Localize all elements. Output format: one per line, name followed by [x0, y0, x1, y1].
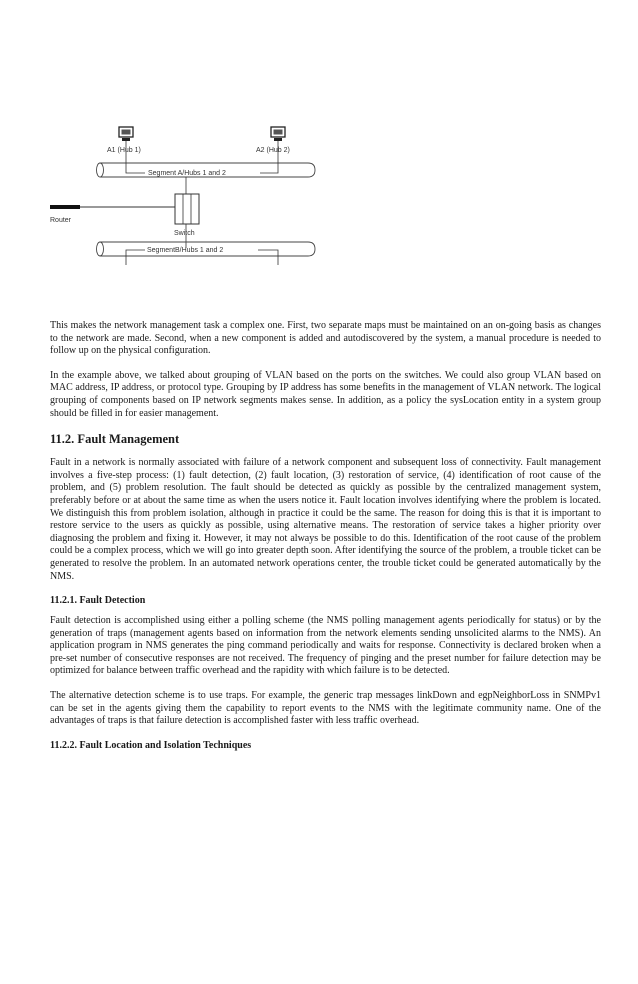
segment-a-label: Segment A/Hubs 1 and 2 [148, 170, 226, 177]
paragraph: In the example above, we talked about grouping of VLAN based on the ports on the switches. We could also group VLAN based on MAC address, IP address, or protocol type. Grouping by IP address has some benefits in the management of VLAN network. The logical grouping of components based on IP network segments makes sense. In addition, as a policy the sysLocation entity in a system group should be filled in for easier management. [50, 369, 601, 419]
paragraph: This makes the network management task a complex one. First, two separate maps must be maintained on an on-going basis as changes to the network are made. Second, when a new component is added and autodiscovered by the system, a manual procedure is needed to follow up on the physical configuration. [50, 320, 601, 357]
network-diagram [0, 120, 638, 285]
hub2-label: A2 (Hub 2) [256, 147, 290, 154]
paragraph: Fault detection is accomplished using either a polling scheme (the NMS polling management agents periodically for status) or by the generation of traps (management agents based on information from the network elements sending unsolicited alarms to the NMS). An application program in NMS generates the ping command periodically and waits for response. Connectivity is declared broken when a pre-set number of consecutive responses are not received. The frequency of pinging and the preset number for failure detection may be optimized for balance between traffic overhead and the rapidity with which failure is to be detected. [50, 615, 601, 677]
subsection-heading: 11.2.1. Fault Detection [50, 595, 146, 607]
computer-icon [119, 127, 133, 141]
paragraph: The alternative detection scheme is to use traps. For example, the generic trap messages linkDown and egpNeighborLoss in SNMPv1 can be set in the agents giving them the capability to report events to the NMS with the legitimate community name. One of the advantages of traps is that failure detection is accomplished faster with less traffic overhead. [50, 690, 601, 727]
router-icon [50, 205, 175, 209]
computer-icon [271, 127, 285, 141]
section-heading: 11.2. Fault Management [50, 432, 180, 447]
switch-icon [175, 194, 199, 224]
router-label: Router [50, 217, 72, 224]
subsection-heading: 11.2.2. Fault Location and Isolation Techniques [50, 739, 252, 751]
segment-b-label: SegmentB/Hubs 1 and 2 [147, 247, 224, 254]
paragraph: Fault in a network is normally associated with failure of a network component and subsequent loss of connectivity. Fault management involves a five-step process: (1) fault detection, (2) fault location, (3) restoration of service, (4) identification of root cause of the problem, and (5) problem resolution. The fault should be detected as quickly as possible by the centralized management system, preferably before or at about the same time as when the users notice it. Fault location involves identifying where the problem is located. We distinguish this from problem isolation, although in practice it could be the same. The reason for doing this is that it is important to restore service to the users as quickly as possible, using alternative means. The restoration of service takes a higher priority over diagnosing the problem and fixing it. However, it may not always be possible to do this. Identification of the root cause of the problem could be a complex process, which we will go into greater depth soon. After identifying the source of the problem, a trouble ticket can be generated to resolve the problem. In an automated network operations center, the trouble ticket could be generated automatically by the NMS. [50, 457, 601, 582]
hub1-label: A1 (Hub 1) [107, 147, 141, 154]
switch-label: Switch [174, 230, 195, 237]
page-body [50, 320, 601, 760]
